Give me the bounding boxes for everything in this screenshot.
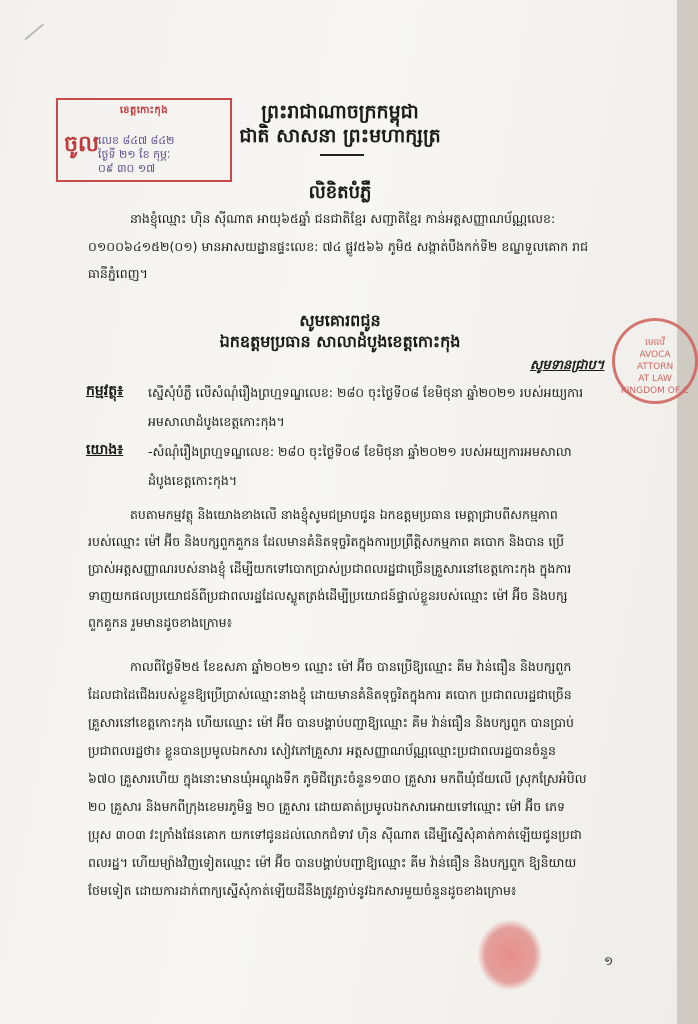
document-title: លិខិតបំភ្លឺ	[308, 182, 372, 203]
paragraph-line: ៦៧០ គ្រួសារហើយ ក្នុងនោះមានឃុំអណ្ដូងទឹក ភូមិជីត្រេះចំនួន១៣០ គ្រួសារ មកពីឃុំជ័យលើ ស្រុកស្រែអំបិល	[88, 771, 587, 786]
paragraph-line: ពលរដ្ឋ។ ហើយម្យ៉ាងវិញទៀតឈ្មោះ ម៉ៅ អ៊ីច បានបង្គាប់បញ្ជាឱ្យឈ្មោះ គីម វ៉ាន់ធឿន និងបក្សពួក ឱ្យនិយាយ	[88, 855, 577, 870]
paragraph-line: គ្រួសារនៅខេត្តកោះកុង ហើយឈ្មោះ ម៉ៅ អ៊ីច បានបង្គាប់បញ្ជាឱ្យឈ្មោះ គីម វ៉ាន់ធឿន និងបក្សពួក បានប្រាប់	[88, 715, 574, 730]
addressee: ឯកឧត្តមប្រធាន សាលាដំបូងខេត្តកោះកុង	[219, 332, 461, 351]
national-motto: ជាតិ សាសនា ព្រះមហាក្សត្រ	[239, 125, 441, 147]
kingdom-title: ព្រះរាជាណាចក្រកម្ពុជា	[261, 101, 419, 123]
salutation: សូមគោរពជូន	[299, 311, 381, 330]
lawyer-seal	[612, 318, 698, 404]
paragraph-line: ប្រាស់អត្តសញ្ញាណរបស់នាងខ្ញុំ ដើម្បីយកទៅបោកប្រាស់ប្រជាពលរដ្ឋជាច្រើនគ្រួសារនៅខេត្តកោះកុង ក្នុងការ	[88, 561, 572, 576]
intro-line: ធានីភ្នំពេញ។	[88, 266, 148, 281]
paragraph-line: ទាញយកផលប្រយោជន៍ពីប្រជាពលរដ្ឋដែលស្លូតត្រង់ដើម្បីប្រយោជន៍ផ្ទាល់ខ្លួនរបស់ឈ្មោះ ម៉ៅ អ៊ីច និងបក្ស	[88, 588, 568, 603]
paragraph-line: ២០ គ្រួសារ និងមកពីក្រុងខេមរភូមិន្ទ ២០ គ្រួសារ ដោយគាត់ប្រមូលឯកសារអោយទៅឈ្មោះ ម៉ៅ អ៊ីច ភេទ	[88, 799, 565, 814]
intro-line: ០១០០៦៤១៥២(០១) មានអាសយដ្ឋានផ្ទះលេខ: ៧៤ ផ្លូវ៥៦៦ ភូមិ៥ សង្កាត់បឹងកក់ទី២ ខណ្ឌទួលគោក រាជ	[88, 239, 589, 254]
page-fold-mark	[24, 23, 59, 58]
reference-line: -សំណុំរឿងព្រហ្មទណ្ឌលេខ: ២៨០ ចុះថ្ងៃទី០៨ ខែមិថុនា ឆ្នាំ២០២១ របស់អយ្យការអមសាលា	[148, 444, 572, 459]
paragraph-line: ប្រុស ៣០៣ វះក្រាំងផែនគោក យកទៅជូនដល់លោកជំទាវ ហ៊ិន ស៊ីណាត ដើម្បីស្នើសុំគាត់កាត់ឡើយជូនប្រជា	[88, 827, 582, 842]
thumbprint	[478, 920, 542, 990]
stamp-number: លេខ ៨៤៧ ៨៤២	[98, 134, 175, 147]
seal-line: KINGDOM OF C	[620, 386, 690, 396]
seal-line: AT LAW	[638, 374, 672, 384]
seal-line: AVOCA	[639, 350, 671, 360]
paragraph-line: ពួកគួកន រួមមានដូចខាងក្រោម៖	[88, 615, 233, 630]
paragraph-line: ថែមទៀត ដោយការដាក់ពាក្យស្នើសុំកាត់ឡើយដីនឹងត្រូវភ្ជាប់នូវឯកសារមួយចំនួនដូចខាងក្រោម៖	[88, 883, 517, 898]
stamp-time: ០៩ ៣០ ១៧	[98, 162, 156, 175]
subject-line: ស្នើសុំបំភ្លឺ លើសំណុំរឿងព្រហ្មទណ្ឌលេខ: ២៨០ ចុះថ្ងៃទី០៨ ខែមិថុនា ឆ្នាំ២០២១ របស់អយ្យការ	[148, 385, 584, 400]
seal-line: មេធាវី	[645, 338, 665, 348]
stamp-date: ថ្ងៃទី ២១ ខែ កុម្ភៈ	[98, 148, 171, 161]
subject-label: កម្មវត្ថុ៖	[86, 383, 124, 399]
reference-label: យោង៖	[86, 442, 124, 458]
intro-line: នាងខ្ញុំឈ្មោះ ហ៊ិន ស៊ីណាត អាយុ៦៥ឆ្នាំ ជនជាតិខ្មែរ សញ្ជាតិខ្មែរ កាន់អត្តសញ្ញាណប័ណ្ណលេខ:	[130, 211, 556, 226]
paragraph-line: កាលពីថ្ងៃទី២៥ ខែឧសភា ឆ្នាំ២០២១ ឈ្មោះ ម៉ៅ អ៊ីច បានប្រើឱ្យឈ្មោះ គីម វ៉ាន់ធឿន និងបក្សពួក	[130, 659, 572, 674]
stamp-header: ខេត្តកោះកុង	[119, 105, 169, 116]
paragraph-line: ប្រជាពលរដ្ឋថា៖ ខ្លួនបានប្រមូលឯកសារ សៀវភៅគ្រួសារ អត្តសញ្ញាណប័ណ្ណឈ្មោះប្រជាពលរដ្ឋបានចំនួន	[88, 743, 556, 758]
subject-line: អមសាលាដំបូងខេត្តកោះកុង។	[148, 414, 285, 429]
respect-note: សូមទានជ្រាប។	[530, 358, 605, 373]
paragraph-line: ដែលជាដៃជើងរបស់ខ្លួនឱ្យប្រើប្រាស់ឈ្មោះនាងខ្ញុំ ដោយមានគំនិតទុច្ចរិតក្នុងការ គបោក ប្រជាពលរដ្ឋជាច្រើន	[88, 687, 572, 702]
reference-line: ដំបូងខេត្តកោះកុង។	[148, 473, 238, 488]
page-number: ១	[604, 954, 614, 968]
paragraph-line: តបតាមកម្មវត្ថុ និងយោងខាងលើ នាងខ្ញុំសូមជម្រាបជូន ឯកឧត្តមប្រធាន មេត្តាជ្រាបពីសកម្មភាព	[130, 507, 558, 522]
ornament-divider	[320, 154, 364, 156]
stamp-received-label: ចូល	[64, 132, 99, 157]
paragraph-line: របស់ឈ្មោះ ម៉ៅ អ៊ីច និងបក្សពួកគួកន ដែលមានគំនិតទុច្ចរិតក្នុងការប្រព្រឹត្តិសកម្មភាព គបោក និងបាន ប្រើ	[88, 534, 565, 549]
seal-line: ATTORN	[636, 362, 674, 372]
